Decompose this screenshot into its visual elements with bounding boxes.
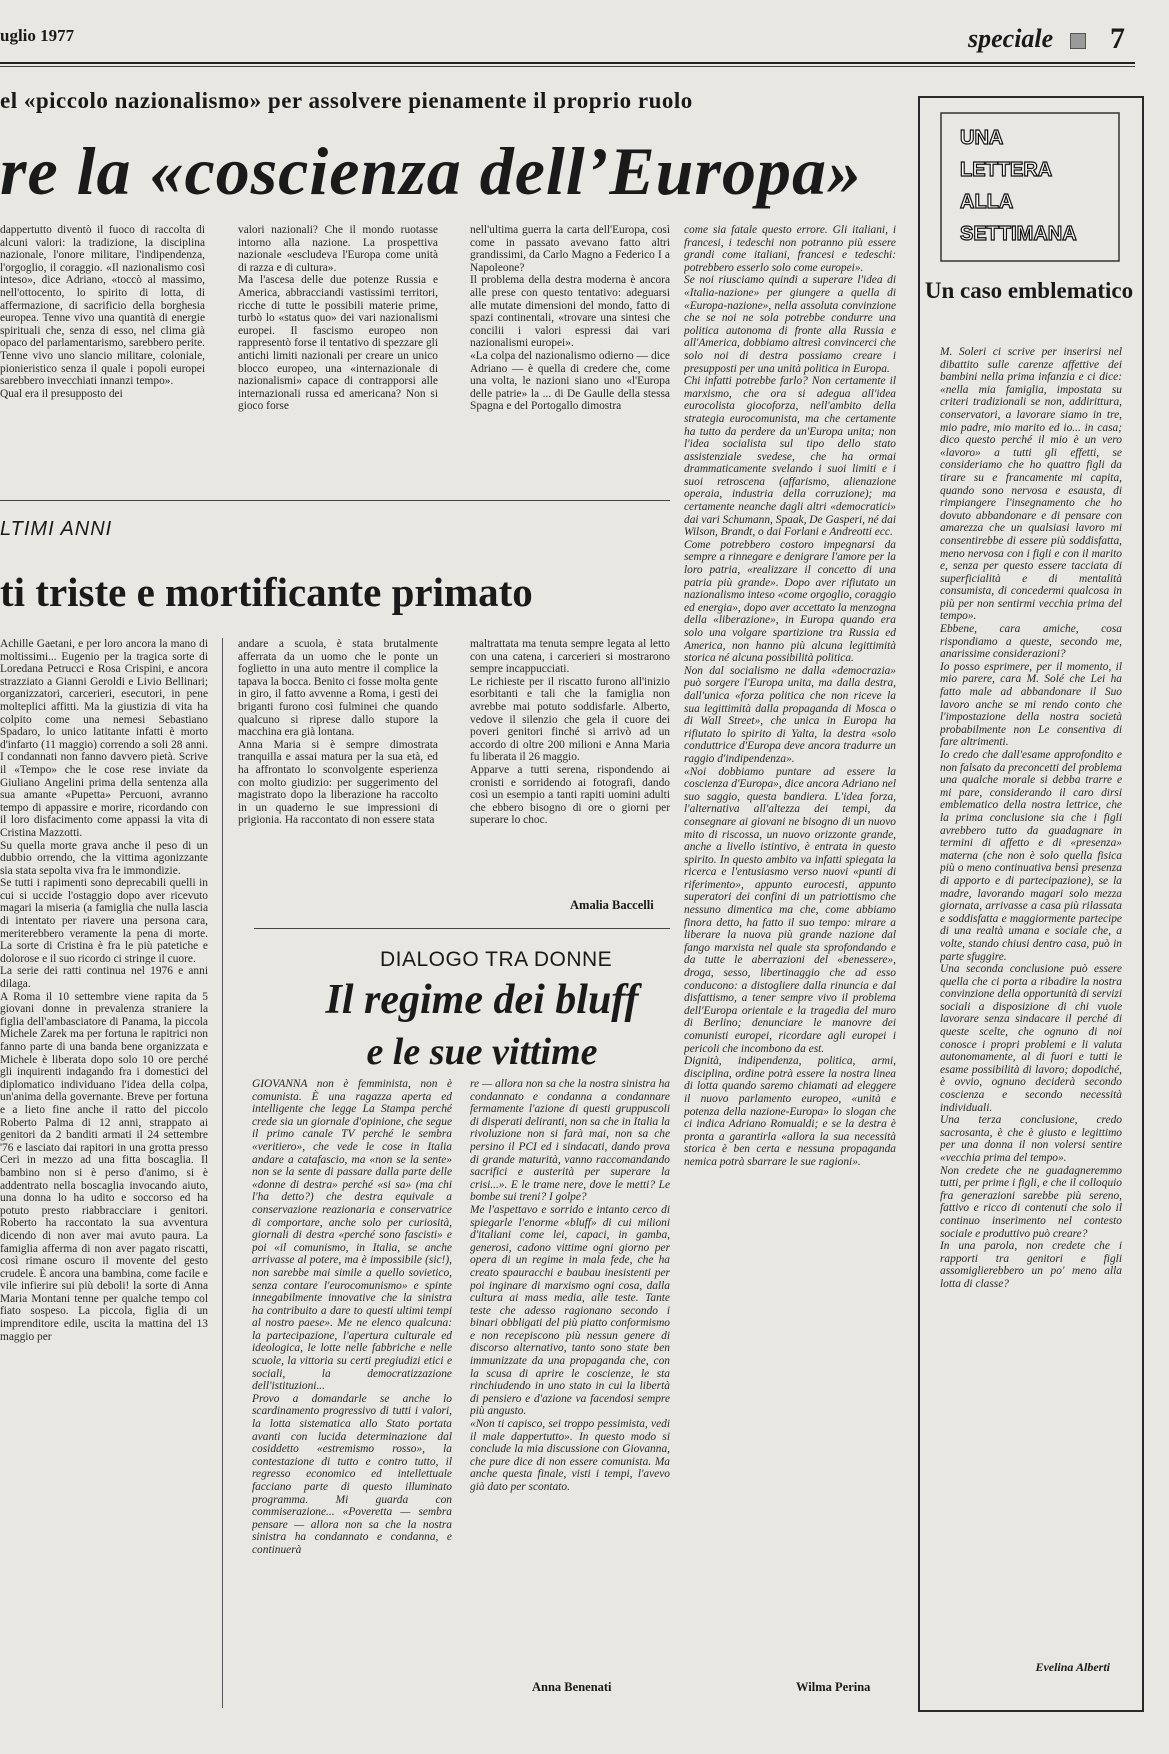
story2-column-1 <box>0 638 208 1708</box>
story1-column-4 <box>684 224 896 1676</box>
story2-headline: ti triste e mortificante primato <box>0 569 533 615</box>
story1-col3-text: nell'ultima guerra la carta dell'Europa, così come in passato avevano fatto altri grandissimi, da Carlo Magno a Federico I a Napoleone? Il problema della destra moderna è ancora alle prese con questo tentativo: adeguarsi alle mutate dimensioni del mondo, fatto di spazi continentali, «trovare una sintesi che concilii i valori espressi dai vari nazionalismi europei». «La colpa del nazionalismo odierno — dice Adriano — è quella di credere che, come una volta, le nazioni siano uno «l'Europa delle patrie» la ... di De Gaulle della stessa Spagna e del Portogallo dimostra <box>470 224 670 413</box>
story1-headline: re la «coscienza dell’Europa» <box>0 133 862 209</box>
sidebar-title: Un caso emblematico <box>924 278 1134 303</box>
dialogo-top-rule <box>254 928 670 929</box>
story3-headline-line1: Il regime dei bluff <box>325 977 639 1023</box>
column-rule <box>222 638 223 1708</box>
sidebar-signature: Evelina Alberti <box>1035 1660 1110 1674</box>
story-divider <box>0 500 670 501</box>
page-number: 7 <box>1110 22 1125 55</box>
section-square-icon <box>1070 33 1086 49</box>
logo-line-1: UNA <box>960 127 1004 149</box>
story3-column-1 <box>252 1078 452 1674</box>
sidebar-body-text: M. Soleri ci scrive per inserirsi nel dibattito sulle carenze affettive dei bambini nella prima infanzia e ci dice: «nella mia famiglia, impostata su criteri tradizionali se non, addirittura, conservatori, a lavorare siamo in tre, mio padre, mio marito ed io... in casa; dico questo perché il mio è un vero «lavoro» a tutti gli effetti, se consideriamo che ho quattro figli da tirare su e francamente mi capita, quando sono nervosa e esausta, di rimpiangere l'insegnamento che ho dovuto abbandonare e di pensare con amarezza che un qualsiasi lavoro mi consentirebbe di essere più soddisfatta, meno nervosa con i figli e con il marito e, senza per questo essere tacciata di superficialità e di mentalità consumista, di concedermi qualcosa in più per non sentirmi vecchia prima del tempo». Ebbene, cara amiche, cosa rispondiamo a queste, secondo me, anarissime considerazioni? Io posso esprimere, per il momento, il mio parere, cara M. Solé che Lei ha fatto male ad abbandonare il Suo lavoro anche se mi rendo conto che l'impostazione della nostra società probabilmente non Le consentiva di fare altrimenti. Io credo che dall'esame approfondito e non falsato da preconcetti del problema una qualche morale si debba trarre e mi pare, considerando il caro dirsi emblematico della nostra lettrice, che la prima conclusione sia che i figli avrebbero tutto da guadagnare in termini di affetto e di «presenza» materna (che non è solo quella fisica più o meno continuativa bensì presenza di apporto e di partecipazione), se la madre, lavorando magari solo mezza giornata, arrivasse a casa più rilassata e soddisfatta e maggiormente partecipe di una realtà umana e sociale che, a volte, stando chiusi dentro casa, può in parte sfuggire. Una seconda conclusione può essere quella che ci porta a ribadire la nostra convinzione della opportunità di servizi sociali a disposizione di chi vuole lavorare senza sindacare il perché di queste scelte, che ognuno di noi conosce i propri problemi e li valuta autonomamente, al di fuori e tutti le esame possibilità di lavoro; dopodiché, è ovvio, ognuno deciderà secondo coscienza e secondo necessità individuali. Una terza conclusione, credo sacrosanta, è che è giusto e legittimo per una donna il non volersi sentire «vecchia prima del tempo». Non credete che ne guadagneremmo tutti, per prime i figli, e che il colloquio fra generazioni sarebbe più sereno, fattivo e ricco di contenuti che solo il continuo inserimento nel contesto sociale e produttivo può creare? In una parola, non credete che i rapporti tra genitori e figli assomiglierebbero un po' meno alla lotta di classe? <box>940 346 1122 1290</box>
story2-col1-text: Achille Gaetani, e per loro ancora la mano di moltissimi... Eugenio per la tragica sorte di Loredana Petrucci e Rosa Crispini, e ancora strazziato a Gianni Geroldi e Livio Bellinari; organizzatori, carcerieri, esecutori, in pene molteplici affitti. Ma la giustizia di vita ha colpito come una nemesi Sebastiano Spadaro, lo unico latitante infatti è morto d'infarto (11 maggio) correndo a soli 28 anni. I condannati non fanno davvero pietà. Scrive il «Tempo» che le cose rese inviate da Giuliano Angelini prima della sentenza alla sua amante «Pupetta» Percuoni, avranno tempo di appassire e morire, ricordando con il loro disfacimento come appassi la vita di Cristina Mazzotti. Su quella morte grava anche il peso di un dubbio orrendo, che la vittima agonizzante sia stata sepolta viva fra le immondizie. Se tutti i rapimenti sono deprecabili quelli in cui si uccide l'ostaggio dopo aver ricevuto magari la miseria (a famiglia che nulla lascia di intentato per riavere una persona cara, meriterebbero veramente la pena di morte. La sorte di Cristina è fra le più patetiche e dolorose e il suo ricordo ci stringe il cuore. La serie dei ratti continua nel 1976 e anni dilaga. A Roma il 10 settembre viene rapita da 5 giovani donne in prevalenza straniere la figlia dell'ambasciatore di Panama, la piccola Michele Zarek ma per fortuna le rapitrici non fanno parte di una banda bene organizzata e Michele è liberata dopo solo 10 ore perché gli inquirenti indagando fra i domestici del diplomatico individuano l'idea della colpa, un'anima della governante. Breve per fortuna e a lieto fine anche il ratto del piccolo Roberto Palma di 12 anni, strappato ai genitori da 2 banditi armati il 24 settembre '76 e lasciato dai rapitori in una grotta presso Ceri in mezzo ad una fitta boscaglia. Il bambino non si è perso d'animo, si è addentrato nella boscaglia invocando aiuto, una donna lo ha udito e soccorso ed ha potuto presto riabbracciare i genitori. Roberto ha raccontato la sua avventura dicendo di non aver mai avuto paura. La famiglia afferma di non aver pagato riscatti, così rimane oscuro il movente del gesto crudele. È ancora una bambina, come facile e vile infierire sui più deboli! la sorte di Anna Maria Montani tenne per qualche tempo col fiato sospeso. La piccola, figlia di un imprenditore edile, uscita la mattina del 13 maggio per <box>0 638 208 1343</box>
story3-byline: Anna Benenati <box>532 1680 612 1694</box>
logo-line-3: ALLA <box>960 191 1014 213</box>
story2-column-2 <box>238 638 438 910</box>
story1-column-3 <box>470 224 670 480</box>
story2-col2-text: andare a scuola, è stata brutalmente afferrata da un uomo che le ponte un foglietto in una auto mentre il complice la tapava la bocca. Benito ci fosse molta gente in giro, il fatto avvenne a Roma, i gesti dei briganti furono così fulminei che quando qualcuno si riprese dallo stupore la macchina era già lontana. Anna Maria si è sempre dimostrata tranquilla e assai matura per la sua età, ed ha affrontato lo sconvolgente esperienza con molto giudizio: per suggerimento del magistrato dopo la liberazione ha raccolto in un quaderno le sue impressioni di prigionia. Ha raccontato di non essere stata <box>238 638 438 827</box>
logo-line-4: SETTIMANA <box>960 223 1077 245</box>
story2-col3-text: maltrattata ma tenuta sempre legata al letto con una catena, i carcerieri si mostrarono sempre incappucciati. Le richieste per il riscatto furono all'inizio esorbitanti e tali che la famiglia non avrebbe mai potuto soddisfarle. Alberto, vedove il silenzio che gela il cuore dei poveri genitori finché si arrivò ad un accordo di oltre 200 milioni e Anna Maria fu liberata il 26 maggio. Apparve a tutti serena, rispondendo ai cronisti e sorridendo ai fotografi, dando così un esempio a tanti rapiti uomini adulti che ebbero bisogno di ore o giorni per superare lo choc. <box>470 638 670 827</box>
story1-column-1 <box>0 224 205 480</box>
logo-line-2: LETTERA <box>960 159 1053 181</box>
story1-col4-text: come sia fatale questo errore. Gli italiani, i francesi, i tedeschi non potranno più essere grandi come italiani, francesi e tedeschi: potrebbero esserlo solo come europei». Se noi riusciamo quindi a superare l'idea di «Italia-nazione» per giungere a quella di «Europa-nazione», nella assoluta convinzione che se noi ne sola potrebbe condurre una politica autonoma di fronte alla Russia e all'America, dobbiamo altresì convincerci che solo noi di destra possiamo creare i presupposti per una unità politica in Europa. Chi infatti potrebbe farlo? Non certamente il marxismo, che ora si adegua all'idea eurocolista giocoforza, nell'ambito della strategia eurocomunista, ma che certamente ha tutto da perdere da un'Europa unita; non l'idea socialista sul tipo dello stato assistenziale svedese, che ha ormai drammaticamente svelando i suoi limiti e i suoi retroscena (affarismo, alienazione operaia, industria della corruzione); ma certamente neanche dagli altri «democratici» dai vari Schumann, Spaak, De Gasperi, né dai Wilson, Brandt, o dai Forlani e Andreotti ecc. Come potrebbero costoro impegnarsi da sempre a rinnegare e denigrare l'amore per la loro patria, «realizzare il concetto di una patria più grande». Dopo aver rifiutato un nazionalismo inteso «come orgoglio, coraggio ed energia», dopo aver accettato la menzogna della «liberazione», in Europa quando era solo una volgare spartizione tra Russia ed America, non hanno più alcuna legittimità storica né alcuna possibilità politica. Non dal socialismo ne dalla «democrazia» può sorgere l'Europa unita, ma dalla destra, dall'unica «forza politica che non riceve la sua legittimità dalla propaganda di Mosca o di Wall Street», che unica in Europa ha rifiutato lo spirito di Yalta, la destra «solo conduttrice d'Europa deve ancora tradurre un raggio d'indipendenza». «Noi dobbiamo puntare ad essere la coscienza d'Europa», dice ancora Adriano nel suo saggio, questa bandiera. L'idea forza, l'alternativa all'altezza dei tempi, da consegnare ai giovani ne bisogno di un nuovo mito di riscossa, un nuovo orizzonte grande, anche a livello istintivo, è entrata in questo spirito. In questo ambito va infatti spiegata la ricerca e l'entusiasmo verso nuovi «punti di riferimento», appunto eurocesti, appunto superatori dei confini di un patriottismo che nessuno dimentica ma che, come abbiamo finora detto, ha fatto il suo tempo: mirare a liberare la nuova più grande nazione dal fango marxista nel quale sta sprofondando e da tutte le aberrazioni del «benessere», droga, sesso, libertinaggio che ad esso conducono: a distogliere dalla rinuncia e dal disfattismo, a tener sempre vivo il problema dell'Europa orientale e la tragedia del muro di Berlino; denunciare le manovre dei comunisti europei, ricordare agli europei i pericoli che incombono da est. Dignità, indipendenza, politica, armi, disciplina, ordine potrà essere la nostra linea di lotta quando saremo chiamati ad eleggere il nuovo parlamento europeo, «unità e potenza della nazione-Europa» lo slogan che ci indica Adriano Romualdi; e se la destra è pronta a garantirla «allora la sua necessità storica è ben certa e nessuna propaganda nemica potrà sbarrare le sue ragioni». <box>684 224 896 1168</box>
issue-date: uglio 1977 <box>0 26 75 45</box>
story1-col2-text: valori nazionali? Che il mondo ruotasse intorno alla nazione. La prospettiva nazionale «escludeva l'Europa come unità di razza e di cultura». Ma l'ascesa delle due potenze Russia e America, abbracciandi vastissimi territori, ricche di tutte le possibili materie prime, turbò lo «status quo» dei vari nazionalismi europei. Il fascismo europeo non rappresentò forse il tentativo di spezzare gli antichi limiti nazionali per creare un unico blocco europeo, una «internazionale di nazionalismi» capace di contrapporsi alle internazionali russa ed americana? Non si gioco forse <box>238 224 438 413</box>
story1-column-2 <box>238 224 438 480</box>
section-name: speciale <box>968 24 1054 53</box>
story2-kicker: LTIMI ANNI <box>0 518 113 540</box>
letter-logo <box>940 112 1120 262</box>
header-rule <box>0 62 1135 64</box>
story3-col1-text: GIOVANNA non è femminista, non è comunista. È una ragazza aperta ed intelligente che legge La Stampa perché crede sia un giornale d'opinione, che segue il primo canale TV perché le sembra «veritiero», che vede le cose in Italia andare a catafascio, ma «non se la sente» non se la sente di passare dalla parte delle «donne di destra» perché «si sa» (ma chi l'ha detto?) che destra equivale a conservazione reazionaria e conservatrice di comportare, anche solo per curiosità, giornali di destra «perché sono fascisti» e poi «il comunismo, in Italia, se anche arrivasse al potere, ma è impossibile (sic!), non sarebbe mai simile a quello sovietico, senza contare l'eurocomunismo» e spinte innegabilmente innovative che la sinistra ha contribuito a dare to questi ultimi tempi al nostro paese». Me ne elenco qualcuna: la partecipazione, l'apertura culturale ed ideologica, le lotte nelle fabbriche e nelle scuole, la vittoria su certi pregiudizi etici e sociali, la democratizzazione dell'istituzioni... Provo a domandarle se anche lo scardinamento progressivo di tutti i valori, la lotta sistematica allo Stato portata avanti con lucida determinazione dal cosiddetto «estremismo rosso», la contestazione di tutto e contro tutto, il regresso economico ed intellettuale facciano parte di questo illuminato programma. Mi guarda con commiserazione... «Poveretta — sembra pensare — allora non sa che la nostra sinistra ha condannato e condanna, e continuerà <box>252 1078 452 1556</box>
story3-kicker: DIALOGO TRA DONNE <box>380 948 613 971</box>
sidebar-body <box>940 346 1122 1652</box>
header-rule-thin <box>0 66 1135 67</box>
story1-col1-text: dappertutto diventò il fuoco di raccolta di alcuni valori: la tradizione, la disciplina nazionale, l'onore militare, l'indipendenza, l'orgoglio, il coraggio. «Il nazionalismo così inteso», dice Adriano, «toccò al massimo, nell'ottocento, lo spirito di lotta, di affermazione, di sacrificio della borghesia europea. Tenne vivo una quantità di energie spirituali che, senza di esso, nel clima già opaco del parlamentarismo, sarebbero perite. Tenne vivo uno slancio militare, coloniale, pionieristico senza il quale i popoli europei sarebbero invecchiati innanzi tempo». Qual era il presupposto dei <box>0 224 205 400</box>
story2-byline: Amalia Baccelli <box>570 898 654 912</box>
story1-kicker: el «piccolo nazionalismo» per assolvere pienamente il proprio ruolo <box>0 88 693 113</box>
story3-headline-line2: e le sue vittime <box>366 1031 598 1073</box>
story1-byline: Wilma Perina <box>796 1680 871 1694</box>
story2-column-3 <box>470 638 670 888</box>
story3-column-2 <box>470 1078 670 1674</box>
story3-col2-text: re — allora non sa che la nostra sinistra ha condannato e condanna a condannare fermamente l'azione di questi gruppuscoli di disperati deliranti, non sa che in Italia la rivoluzione non si farà mai, non sa che persino il PCI ed i sindacati, dando prova di grande maturità, vanno raccomandando sacrifici e austerità per superare la crisi...». E le trame nere, dove le metti? Le bombe sui treni? I golpe? Me l'aspettavo e sorrido e intanto cerco di spiegarle l'enorme «bluff» di cui milioni d'italiani come lei, capaci, in gamba, generosi, cadono vittime ogni giorno per opera di un regime in mala fede, che ha creato spauracchi e baubau inesistenti per poi inginare di marxismo ogni cosa, dalla cultura ai mass media, alle teste. Tante teste che adesso ragionano secondo i binari obbligati del più piatto conformismo e non recepiscono più nessun genere di discorso alternativo, tanto sono state ben immunizzate da una propaganda che, con la scusa di aprire le coscienze, le sta rinchiudendo in uno stato in cui la libertà di pensiero e d'azione va facendosi sempre più angusto. «Non ti capisco, sei troppo pessimista, vedi il male dappertutto». In questo modo si conclude la mia discussione con Giovanna, che pure dice di non essere comunista. Ma anche questa finale, visti i tempi, l'avevo già dato per scontato. <box>470 1078 670 1493</box>
